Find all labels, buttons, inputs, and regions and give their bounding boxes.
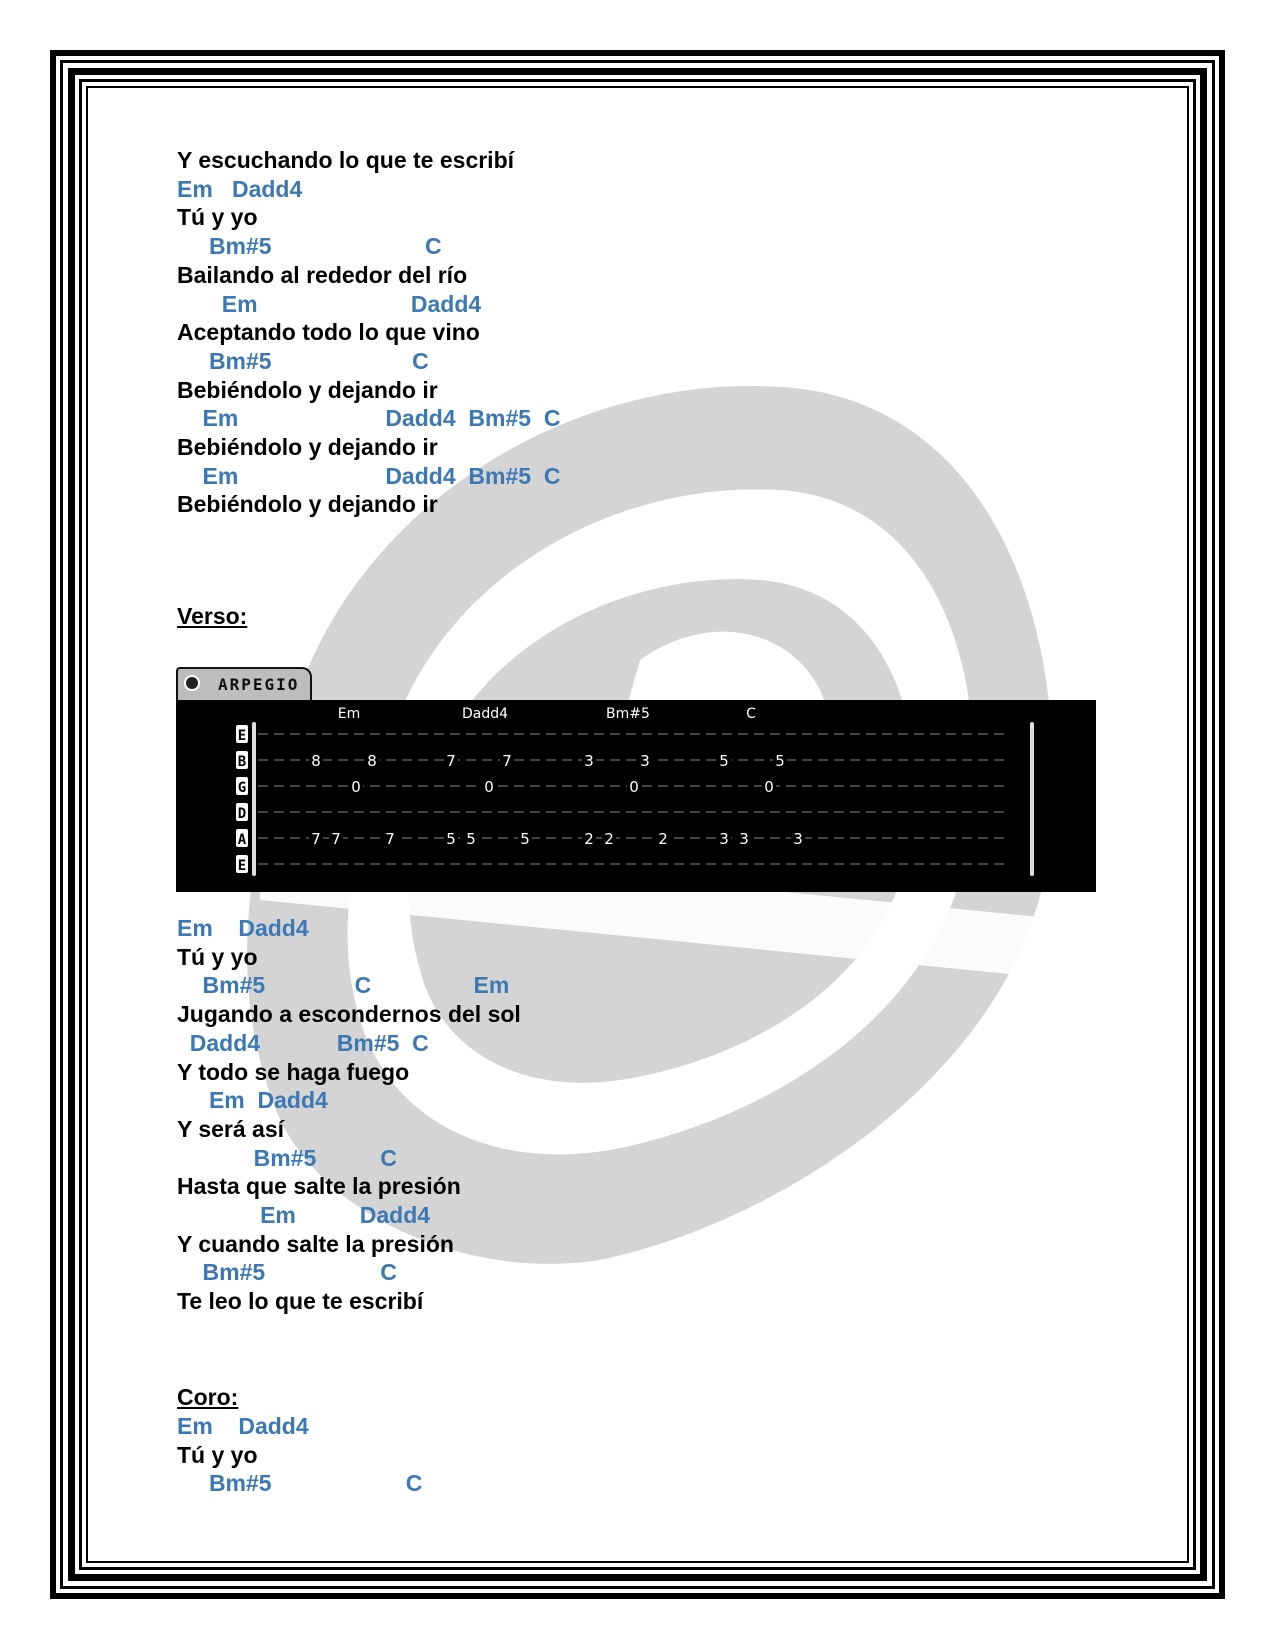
chord-line: Bm#5 C bbox=[177, 347, 429, 374]
lyric-line: Tú y yo bbox=[177, 204, 258, 231]
tab-note-fret: 5 bbox=[466, 830, 476, 848]
tab-chord-name: Em bbox=[337, 706, 361, 722]
lyric-line: Te leo lo que te escribí bbox=[177, 1288, 424, 1315]
tab-note-fret: 0 bbox=[351, 778, 361, 796]
chord-line: Dadd4 Bm#5 C bbox=[177, 1029, 429, 1056]
string-label: D bbox=[237, 806, 247, 822]
string-label: B bbox=[237, 754, 247, 770]
lyric-line: Jugando a escondernos del sol bbox=[177, 1001, 521, 1028]
tab-note-fret: 2 bbox=[658, 830, 668, 848]
string-label: E bbox=[237, 728, 247, 744]
chord-line: Bm#5 C bbox=[177, 1259, 397, 1286]
chord-line: Em Dadd4 bbox=[177, 290, 482, 317]
string-label: E bbox=[237, 858, 247, 874]
lyric-line: Bebiéndolo y dejando ir bbox=[177, 376, 438, 403]
chord-line: Bm#5 C bbox=[177, 1470, 423, 1497]
lyric-line: Y cuando salte la presión bbox=[177, 1230, 454, 1257]
lyric-line: Y todo se haga fuego bbox=[177, 1058, 410, 1085]
tab-note-fret: 7 bbox=[385, 830, 395, 848]
lyric-line: Tú y yo bbox=[177, 943, 258, 970]
string-label: A bbox=[237, 832, 247, 848]
chord-line: Bm#5 C bbox=[177, 233, 442, 260]
arpeggio-label: ARPEGIO bbox=[218, 675, 300, 694]
section-heading-verso: Verso: bbox=[177, 603, 248, 629]
tab-note-fret: 3 bbox=[739, 830, 749, 848]
chord-line: Bm#5 C Em bbox=[177, 972, 510, 999]
tab-note-fret: 7 bbox=[502, 752, 512, 770]
tab-note-fret: 5 bbox=[775, 752, 785, 770]
chord-line: Em Dadd4 bbox=[177, 1202, 431, 1228]
tab-note-fret: 0 bbox=[764, 778, 774, 796]
tab-chord-name: Dadd4 bbox=[461, 706, 509, 722]
tab-note-fret: 7 bbox=[446, 752, 456, 770]
chord-line: Em Dadd4 bbox=[177, 1087, 328, 1114]
chord-line: Em Dadd4 bbox=[177, 175, 303, 202]
guitar-tablature bbox=[176, 700, 1096, 892]
tab-chord-name: C bbox=[746, 706, 756, 722]
lyric-line: Aceptando todo lo que vino bbox=[177, 319, 480, 346]
string-label: G bbox=[237, 780, 247, 796]
tab-note-fret: 7 bbox=[311, 830, 321, 848]
tab-note-fret: 2 bbox=[604, 830, 614, 848]
pick-icon bbox=[184, 675, 200, 691]
tab-note-fret: 0 bbox=[484, 778, 494, 796]
chord-line: Em Dadd4 bbox=[177, 1413, 309, 1439]
chord-line: Em Dadd4 Bm#5 C bbox=[177, 405, 561, 432]
tab-note-fret: 8 bbox=[311, 752, 321, 770]
section-heading-coro: Coro: bbox=[177, 1384, 239, 1410]
lyric-line: Bebiéndolo y dejando ir bbox=[177, 491, 438, 518]
arpeggio-tab-label bbox=[176, 667, 312, 701]
chord-line: Em Dadd4 bbox=[177, 915, 309, 941]
tab-note-fret: 3 bbox=[793, 830, 803, 848]
lyric-line: Hasta que salte la presión bbox=[177, 1173, 461, 1200]
tab-note-fret: 8 bbox=[367, 752, 377, 770]
lyric-line: Bailando al rededor del río bbox=[177, 261, 468, 288]
lyric-line: Bebiéndolo y dejando ir bbox=[177, 434, 438, 460]
lyric-line: Tú y yo bbox=[177, 1441, 258, 1468]
tablature-staff bbox=[176, 700, 1096, 892]
tab-note-fret: 5 bbox=[719, 752, 729, 770]
chord-line: Bm#5 C bbox=[177, 1144, 397, 1171]
tab-note-fret: 3 bbox=[584, 752, 594, 770]
tab-note-fret: 5 bbox=[520, 830, 530, 848]
tab-note-fret: 7 bbox=[331, 830, 341, 848]
tab-note-fret: 0 bbox=[629, 778, 639, 796]
tab-note-fret: 3 bbox=[640, 752, 650, 770]
lyric-line: Y escuchando lo que te escribí bbox=[177, 147, 515, 173]
tab-note-fret: 3 bbox=[719, 830, 729, 848]
tab-note-fret: 5 bbox=[446, 830, 456, 848]
lyric-line: Y será así bbox=[177, 1115, 285, 1142]
chord-line: Em Dadd4 Bm#5 C bbox=[177, 462, 561, 489]
tab-chord-name: Bm#5 bbox=[606, 706, 650, 722]
tab-note-fret: 2 bbox=[584, 830, 594, 848]
